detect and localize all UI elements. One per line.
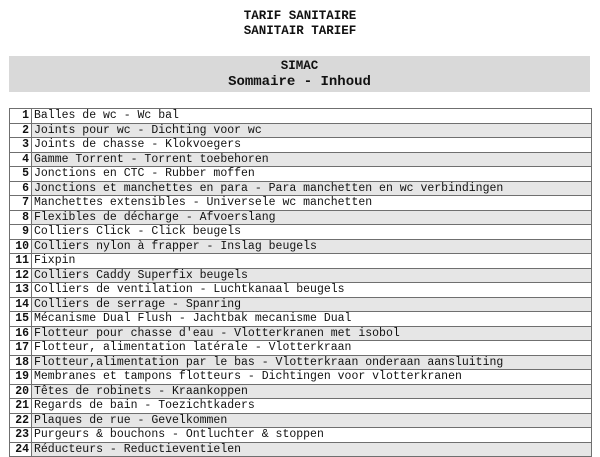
toc-row[interactable] xyxy=(10,413,592,428)
toc-item-number: 18 xyxy=(10,355,32,370)
toc-row[interactable] xyxy=(10,152,592,167)
toc-item-label[interactable]: Flotteur, alimentation latérale - Vlotterkraan xyxy=(32,341,592,356)
toc-row[interactable] xyxy=(10,138,592,153)
toc-item-number: 13 xyxy=(10,283,32,298)
toc-item-number: 10 xyxy=(10,239,32,254)
toc-item-number: 4 xyxy=(10,152,32,167)
toc-item-label[interactable]: Têtes de robinets - Kraankoppen xyxy=(32,384,592,399)
toc-item-number: 9 xyxy=(10,225,32,240)
toc-item-label[interactable]: Colliers Click - Click beugels xyxy=(32,225,592,240)
toc-item-number: 8 xyxy=(10,210,32,225)
document-title-french: TARIF SANITAIRE xyxy=(243,9,357,23)
toc-row[interactable] xyxy=(10,355,592,370)
toc-item-label[interactable]: Joints pour wc - Dichting voor wc xyxy=(32,123,592,138)
toc-item-number: 12 xyxy=(10,268,32,283)
toc-item-label[interactable]: Balles de wc - Wc bal xyxy=(32,109,592,124)
toc-item-number: 7 xyxy=(10,196,32,211)
toc-item-number: 6 xyxy=(10,181,32,196)
toc-item-number: 11 xyxy=(10,254,32,269)
toc-item-label[interactable]: Colliers de ventilation - Luchtkanaal beugels xyxy=(32,283,592,298)
toc-item-number: 15 xyxy=(10,312,32,327)
toc-row[interactable] xyxy=(10,181,592,196)
toc-item-label[interactable]: Joints de chasse - Klokvoegers xyxy=(32,138,592,153)
toc-row[interactable] xyxy=(10,225,592,240)
toc-item-label[interactable]: Colliers Caddy Superfix beugels xyxy=(32,268,592,283)
toc-item-label[interactable]: Flexibles de décharge - Afvoerslang xyxy=(32,210,592,225)
toc-item-label[interactable]: Jonctions et manchettes en para - Para manchetten en wc verbindingen xyxy=(32,181,592,196)
toc-row[interactable] xyxy=(10,384,592,399)
toc-row[interactable] xyxy=(10,109,592,124)
toc-item-number: 21 xyxy=(10,399,32,414)
toc-item-number: 22 xyxy=(10,413,32,428)
toc-item-number: 23 xyxy=(10,428,32,443)
toc-item-label[interactable]: Colliers nylon à frapper - Inslag beugels xyxy=(32,239,592,254)
toc-row[interactable] xyxy=(10,283,592,298)
toc-item-number: 1 xyxy=(10,109,32,124)
toc-row[interactable] xyxy=(10,341,592,356)
toc-item-label[interactable]: Flotteur pour chasse d'eau - Vlotterkranen met isobol xyxy=(32,326,592,341)
toc-row[interactable] xyxy=(10,123,592,138)
toc-row[interactable] xyxy=(10,167,592,182)
toc-item-label[interactable]: Purgeurs & bouchons - Ontluchter & stoppen xyxy=(32,428,592,443)
table-of-contents xyxy=(9,108,592,457)
toc-row[interactable] xyxy=(10,442,592,457)
toc-item-label[interactable]: Plaques de rue - Gevelkommen xyxy=(32,413,592,428)
toc-item-label[interactable]: Membranes et tampons flotteurs - Dichtingen voor vlotterkranen xyxy=(32,370,592,385)
toc-item-number: 14 xyxy=(10,297,32,312)
toc-item-label[interactable]: Manchettes extensibles - Universele wc manchetten xyxy=(32,196,592,211)
toc-row[interactable] xyxy=(10,268,592,283)
toc-item-number: 24 xyxy=(10,442,32,457)
document-title-dutch: SANITAIR TARIEF xyxy=(243,24,357,38)
toc-item-number: 20 xyxy=(10,384,32,399)
section-subtitle: Sommaire - Inhoud xyxy=(228,74,371,90)
toc-row[interactable] xyxy=(10,312,592,327)
toc-row[interactable] xyxy=(10,239,592,254)
toc-item-number: 3 xyxy=(10,138,32,153)
toc-row[interactable] xyxy=(10,370,592,385)
toc-row[interactable] xyxy=(10,210,592,225)
toc-item-number: 2 xyxy=(10,123,32,138)
toc-item-number: 19 xyxy=(10,370,32,385)
toc-item-number: 16 xyxy=(10,326,32,341)
toc-item-label[interactable]: Jonctions en CTC - Rubber moffen xyxy=(32,167,592,182)
toc-row[interactable] xyxy=(10,399,592,414)
toc-item-label[interactable]: Regards de bain - Toezichtkaders xyxy=(32,399,592,414)
toc-item-number: 17 xyxy=(10,341,32,356)
document-header xyxy=(0,0,600,39)
toc-item-label[interactable]: Colliers de serrage - Spanring xyxy=(32,297,592,312)
toc-item-label[interactable]: Mécanisme Dual Flush - Jachtbak mecanisme Dual xyxy=(32,312,592,327)
toc-row[interactable] xyxy=(10,326,592,341)
toc-item-label[interactable]: Gamme Torrent - Torrent toebehoren xyxy=(32,152,592,167)
toc-row[interactable] xyxy=(10,254,592,269)
brand-name: SIMAC xyxy=(280,59,319,73)
toc-item-label[interactable]: Flotteur,alimentation par le bas - Vlotterkraan onderaan aansluiting xyxy=(32,355,592,370)
toc-row[interactable] xyxy=(10,297,592,312)
toc-row[interactable] xyxy=(10,428,592,443)
toc-item-label[interactable]: Fixpin xyxy=(32,254,592,269)
toc-row[interactable] xyxy=(10,196,592,211)
section-banner xyxy=(9,56,590,92)
toc-item-label[interactable]: Réducteurs - Reductieventielen xyxy=(32,442,592,457)
toc-item-number: 5 xyxy=(10,167,32,182)
